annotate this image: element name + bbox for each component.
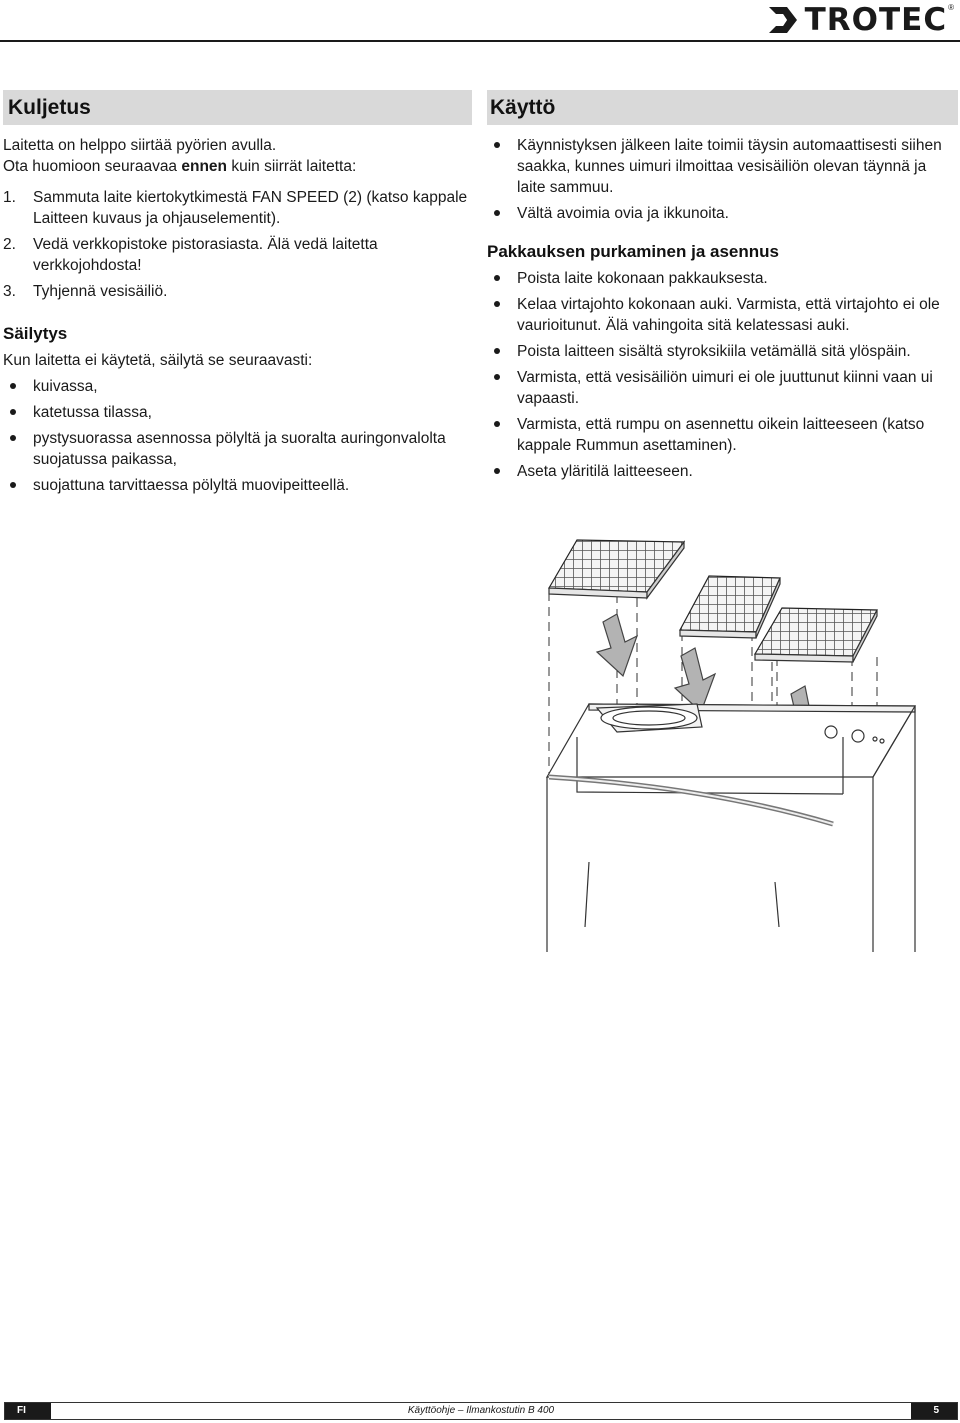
bullet-icon: [494, 348, 500, 354]
storage-item: suojattuna tarvittaessa pölyltä muovipeitteellä.: [3, 475, 472, 496]
operation-list: [487, 135, 958, 224]
page-footer: [4, 1402, 958, 1420]
unpacking-item: Poista laite kokonaan pakkauksesta.: [487, 268, 958, 289]
bullet-icon: [10, 482, 16, 488]
unpacking-item: Poista laitteen sisältä styroksikiila vetämällä sitä ylöspäin.: [487, 341, 958, 362]
unpacking-item: Aseta yläritilä laitteeseen.: [487, 461, 958, 482]
bullet-icon: [494, 301, 500, 307]
unpacking-item: Varmista, että rumpu on asennettu oikein laitteeseen (katso kappale Rummun asettaminen).: [487, 414, 958, 456]
unpacking-item: Kelaa virtajohto kokonaan auki. Varmista, että virtajohto ei ole vaurioitunut. Älä vahingoita sitä kelatessasi auki.: [487, 294, 958, 336]
emphasis-ennen: ennen: [181, 158, 228, 175]
storage-item: kuivassa,: [3, 376, 472, 397]
bullet-icon: [494, 275, 500, 281]
right-column: [487, 90, 958, 487]
transport-intro-1: Laitetta on helppo siirtää pyörien avulla.: [3, 137, 277, 154]
storage-list: [3, 376, 472, 496]
bullet-icon: [494, 374, 500, 380]
left-column: [3, 90, 472, 501]
transport-intro-2: Ota huomioon seuraavaa ennen kuin siirrät laitetta:: [3, 158, 357, 175]
footer-language: FI: [5, 1403, 51, 1419]
header-rule: [0, 40, 960, 42]
transport-step: 2. Vedä verkkopistoke pistorasiasta. Älä vedä laitetta verkkojohdosta!: [3, 236, 378, 274]
transport-step: 1. Sammuta laite kiertokytkimestä FAN SPEED (2) (katso kappale Laitteen kuvaus ja ohjauselementit).: [3, 189, 468, 227]
bullet-icon: [494, 421, 500, 427]
operation-item: Vältä avoimia ovia ja ikkunoita.: [487, 203, 958, 224]
bullet-icon: [10, 383, 16, 389]
trotec-logo-icon: [767, 5, 799, 35]
operation-item: Käynnistyksen jälkeen laite toimii täysin automaattisesti siihen saakka, kunnes uimuri ilmoittaa vesisäiliön olevan täynnä ja laite sammuu.: [487, 135, 958, 198]
operation-heading: Käyttö: [487, 90, 958, 125]
bullet-icon: [494, 142, 500, 148]
storage-item: pystysuorassa asennossa pölyltä ja suoralta auringonvalolta suojatussa paikassa,: [3, 428, 472, 470]
bullet-icon: [10, 435, 16, 441]
footer-title: Käyttöohje – Ilmankostutin B 400: [407, 1405, 555, 1416]
footer-page-number: 5: [911, 1403, 957, 1419]
storage-item: katetussa tilassa,: [3, 402, 472, 423]
transport-heading: Kuljetus: [3, 90, 472, 125]
unpacking-list: [487, 268, 958, 482]
transport-steps: [3, 187, 472, 302]
storage-heading: Säilytys: [3, 324, 68, 343]
storage-intro: Kun laitetta ei käytetä, säilytä se seuraavasti:: [3, 352, 313, 369]
trotec-logo: [767, 2, 954, 38]
bullet-icon: [494, 210, 500, 216]
unpacking-heading: Pakkauksen purkaminen ja asennus: [487, 242, 779, 261]
registered-mark: ®: [948, 2, 954, 12]
transport-step: 3. Tyhjennä vesisäiliö.: [3, 283, 168, 300]
humidifier-assembly-illustration: [537, 532, 960, 952]
unpacking-item: Varmista, että vesisäiliön uimuri ei ole juuttunut kiinni vaan ui vapaasti.: [487, 367, 958, 409]
brand-name: TROTEC: [804, 2, 948, 38]
bullet-icon: [494, 468, 500, 474]
bullet-icon: [10, 409, 16, 415]
